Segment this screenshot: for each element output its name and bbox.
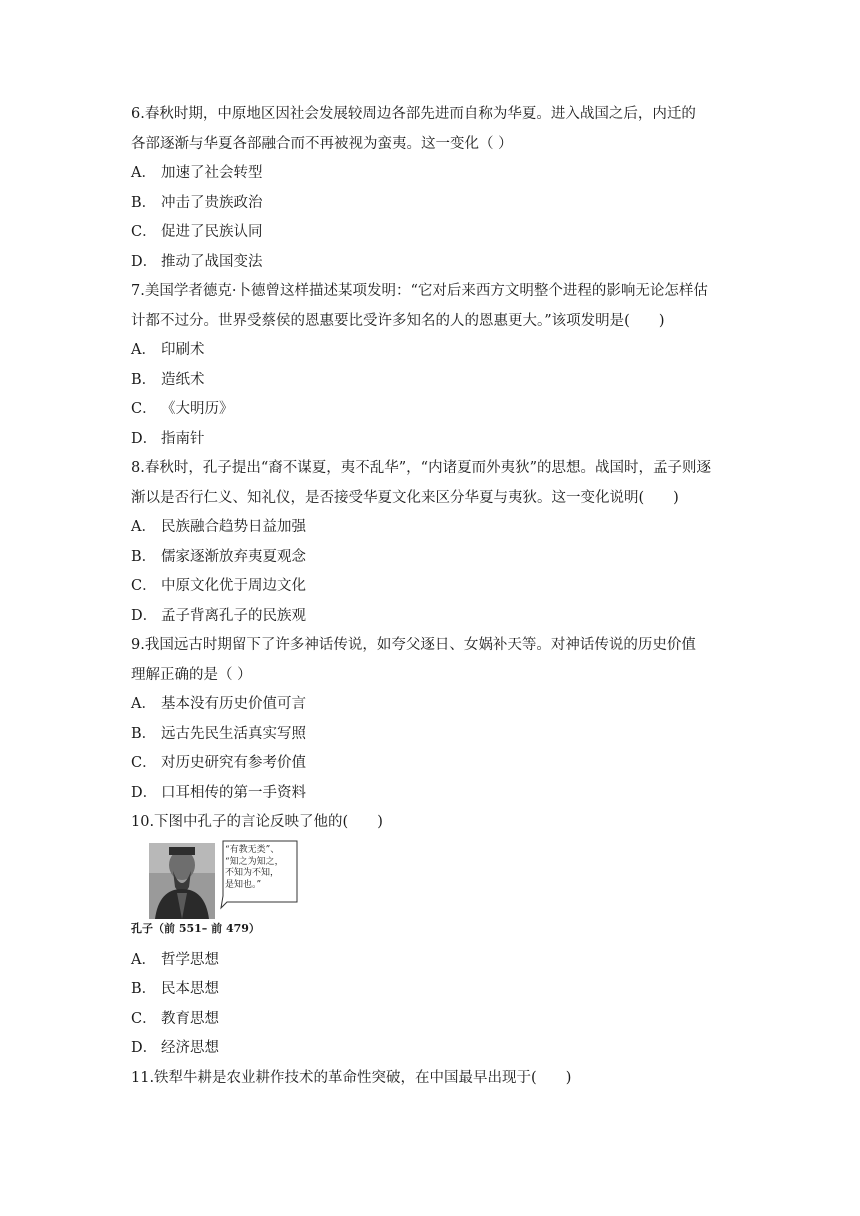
option-key: C．	[131, 401, 157, 417]
option-key: A．	[131, 519, 156, 535]
speech-line: 不知为不知，	[225, 868, 280, 878]
option-text: 指南针	[161, 431, 205, 447]
question-9-option-b	[131, 724, 306, 744]
option-text: 《大明历》	[161, 401, 234, 417]
question-8-option-b	[131, 547, 306, 567]
question-9-line-2: 理解正确的是（ ）	[131, 667, 252, 683]
option-key: D．	[131, 431, 158, 447]
option-key: B．	[131, 195, 157, 211]
question-10-option-c	[131, 1009, 219, 1029]
option-text: 促进了民族认同	[161, 224, 263, 240]
option-text: 对历史研究有参考价值	[161, 755, 306, 771]
option-text: 哲学思想	[161, 952, 219, 968]
option-key: A．	[131, 696, 156, 712]
question-10-option-b	[131, 979, 219, 999]
question-9-line-1: 9.我国远古时期留下了许多神话传说，如夸父逐日、女娲补天等。对神话传说的历史价值	[131, 637, 696, 653]
question-6-option-c	[131, 222, 263, 242]
option-key: C．	[131, 224, 157, 240]
option-key: A．	[131, 342, 156, 358]
question-6-option-d	[131, 252, 263, 272]
option-text: 远古先民生活真实写照	[161, 726, 306, 742]
question-6-line-2: 各部逐渐与华夏各部融合而不再被视为蛮夷。这一变化（ ）	[131, 136, 513, 152]
question-8-option-a	[131, 517, 306, 537]
option-text: 加速了社会转型	[161, 165, 263, 181]
option-key: C．	[131, 1011, 157, 1027]
option-text: 中原文化优于周边文化	[161, 578, 306, 594]
question-10-line-1: 10.下图中孔子的言论反映了他的( )	[131, 814, 383, 830]
question-11-line-1: 11.铁犁牛耕是农业耕作技术的革命性突破，在中国最早出现于( )	[131, 1070, 572, 1086]
question-7-option-c	[131, 399, 234, 419]
option-text: 推动了战国变法	[161, 254, 263, 270]
question-6-option-b	[131, 193, 263, 213]
option-key: B．	[131, 549, 157, 565]
option-key: B．	[131, 981, 157, 997]
question-10-option-d	[131, 1038, 219, 1058]
question-6-option-a	[131, 163, 263, 183]
question-10-option-a	[131, 950, 219, 970]
question-8-line-2: 渐以是否行仁义、知礼仪，是否接受华夏文化来区分华夏与夷狄。这一变化说明( )	[131, 490, 679, 506]
question-8-option-d	[131, 606, 306, 626]
question-6-line-1: 6.春秋时期，中原地区因社会发展较周边各部先进而自称为华夏。进入战国之后，内迁的	[131, 106, 696, 122]
question-7-line-2: 计都不过分。世界受蔡侯的恩惠要比受许多知名的人的恩惠更大。”该项发明是( )	[131, 313, 665, 329]
option-text: 造纸术	[161, 372, 205, 388]
option-text: 教育思想	[161, 1011, 219, 1027]
option-key: B．	[131, 726, 157, 742]
speech-bubble-text	[221, 842, 293, 904]
question-9-option-c	[131, 753, 306, 773]
figure-caption: 孔子（前 551– 前 479）	[131, 922, 260, 935]
question-9-option-d	[131, 783, 306, 803]
speech-line: “知之为知之，	[225, 856, 284, 867]
option-key: A．	[131, 165, 156, 181]
option-key: D．	[131, 608, 158, 624]
option-key: D．	[131, 1040, 158, 1056]
question-7-option-b	[131, 370, 205, 390]
option-key: B．	[131, 372, 157, 388]
option-text: 儒家逐渐放弃夷夏观念	[161, 549, 306, 565]
option-text: 印刷术	[161, 342, 205, 358]
option-text: 经济思想	[161, 1040, 219, 1056]
option-key: A．	[131, 952, 156, 968]
confucius-figure	[131, 840, 301, 940]
question-8-line-1: 8.春秋时，孔子提出“裔不谋夏，夷不乱华”，“内诸夏而外夷狄”的思想。战国时，孟子则逐	[131, 460, 711, 476]
option-text: 民本思想	[161, 981, 219, 997]
question-7-option-d	[131, 429, 205, 449]
speech-line: “有教无类”、	[225, 845, 280, 855]
option-text: 基本没有历史价值可言	[161, 696, 306, 712]
question-7-option-a	[131, 340, 205, 360]
option-text: 民族融合趋势日益加强	[161, 519, 306, 535]
option-text: 口耳相传的第一手资料	[161, 785, 306, 801]
speech-line: 是知也。”	[225, 879, 262, 890]
question-7-line-1: 7.美国学者德克·卜德曾这样描述某项发明：“它对后来西方文明整个进程的影响无论怎样估	[131, 283, 708, 299]
option-key: C．	[131, 755, 157, 771]
option-key: C．	[131, 578, 157, 594]
confucius-portrait-image	[149, 843, 215, 919]
option-key: D．	[131, 254, 158, 270]
question-9-option-a	[131, 694, 306, 714]
question-8-option-c	[131, 576, 306, 596]
option-key: D．	[131, 785, 158, 801]
option-text: 孟子背离孔子的民族观	[161, 608, 306, 624]
option-text: 冲击了贵族政治	[161, 195, 263, 211]
